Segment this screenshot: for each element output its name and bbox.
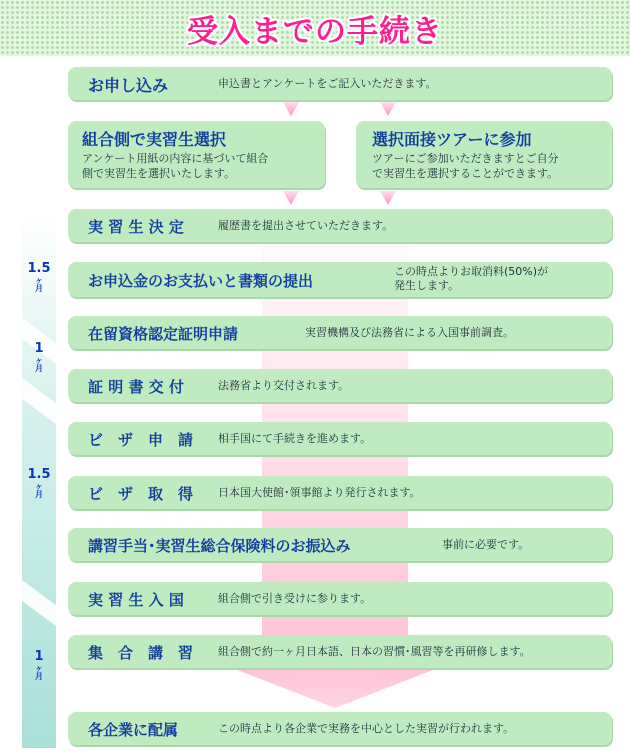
down-arrow-icon — [283, 102, 299, 116]
timeline-unit: ヶ 月 — [35, 276, 43, 293]
step-desc: 申込書とアンケートをご記入いただきます。 — [218, 77, 437, 90]
step-visa-obtain — [68, 476, 612, 509]
step-desc-line1: アンケート用紙の内容に基づいて組合 — [82, 152, 269, 165]
step-trainee-decision — [68, 209, 612, 242]
down-arrow-icon — [283, 191, 299, 205]
timeline-unit: ヶ 月 — [35, 356, 43, 373]
step-title: 各企業に配属 — [88, 721, 179, 739]
step-interview-tour — [356, 121, 612, 188]
step-desc: 法務省より交付されます。 — [218, 379, 350, 392]
step-title: ビ ザ 申 請 — [88, 431, 194, 449]
step-title: 組合側で実習生選択 — [82, 130, 227, 149]
timeline-duration: 1 — [34, 341, 44, 356]
down-arrow-icon — [380, 102, 396, 116]
step-title: 証 明 書 交 付 — [88, 378, 184, 396]
step-company-assignment — [68, 712, 612, 745]
step-visa-application — [68, 422, 612, 455]
step-fee-transfer — [68, 528, 612, 561]
step-desc-line2: 側で実習生を選択いたします。 — [82, 167, 236, 180]
timeline-label-3 — [22, 468, 56, 499]
step-title: 実 習 生 入 国 — [88, 591, 184, 609]
step-desc: 実習機構及び法務省による入国事前調査。 — [305, 326, 514, 339]
timeline-duration: 1.5 — [27, 261, 51, 276]
step-desc-line2: 発生します。 — [394, 279, 460, 292]
step-desc: 事前に必要です。 — [442, 538, 530, 551]
timeline-label-1 — [22, 262, 56, 293]
flow-arrow-head — [232, 668, 438, 708]
timeline-unit: ヶ 月 — [35, 482, 43, 499]
step-title: 講習手当･実習生総合保険料のお振込み — [88, 537, 351, 555]
step-desc-line1: この時点よりお取消料(50%)が — [394, 265, 549, 278]
timeline-duration: 1 — [34, 649, 44, 664]
step-group-training — [68, 635, 612, 668]
step-trainee-entry — [68, 582, 612, 615]
step-desc: 相手国にて手続きを進めます。 — [218, 432, 372, 445]
down-arrow-icon — [380, 191, 396, 205]
step-payment-documents — [68, 262, 612, 297]
step-title: 選択面接ツアーに参加 — [372, 130, 532, 149]
step-desc-line1: ツアーにご参加いただきますとご自分 — [372, 152, 559, 165]
page-title: 受入までの手続き — [187, 14, 443, 50]
step-title: お申込金のお支払いと書類の提出 — [88, 272, 314, 290]
step-apply — [68, 67, 612, 100]
timeline-label-2 — [22, 342, 56, 373]
step-desc: 組合側で引き受けに参ります。 — [218, 592, 372, 605]
step-status-application — [68, 316, 612, 349]
step-desc: 組合側で約一ヶ月日本語、日本の習慣･風習等を再研修します。 — [218, 645, 531, 658]
timeline-duration: 1.5 — [27, 467, 51, 482]
step-title: 集 合 講 習 — [88, 644, 194, 662]
step-desc-line2: で実習生を選択することができます。 — [372, 167, 559, 180]
step-desc: この時点より各企業で実務を中心とした実習が行われます。 — [218, 722, 515, 735]
step-union-select — [68, 121, 325, 188]
step-title: お申し込み — [88, 76, 169, 95]
step-title: ビ ザ 取 得 — [88, 485, 194, 503]
step-title: 在留資格認定証明申請 — [88, 325, 239, 343]
timeline-unit: ヶ 月 — [35, 664, 43, 681]
step-title: 実 習 生 決 定 — [88, 218, 184, 236]
step-desc: 日本国大使館･領事館より発行されます。 — [218, 486, 421, 499]
step-desc: 履歴書を提出させていただきます。 — [218, 219, 394, 232]
timeline-label-4 — [22, 650, 56, 681]
step-certificate-issue — [68, 369, 612, 402]
